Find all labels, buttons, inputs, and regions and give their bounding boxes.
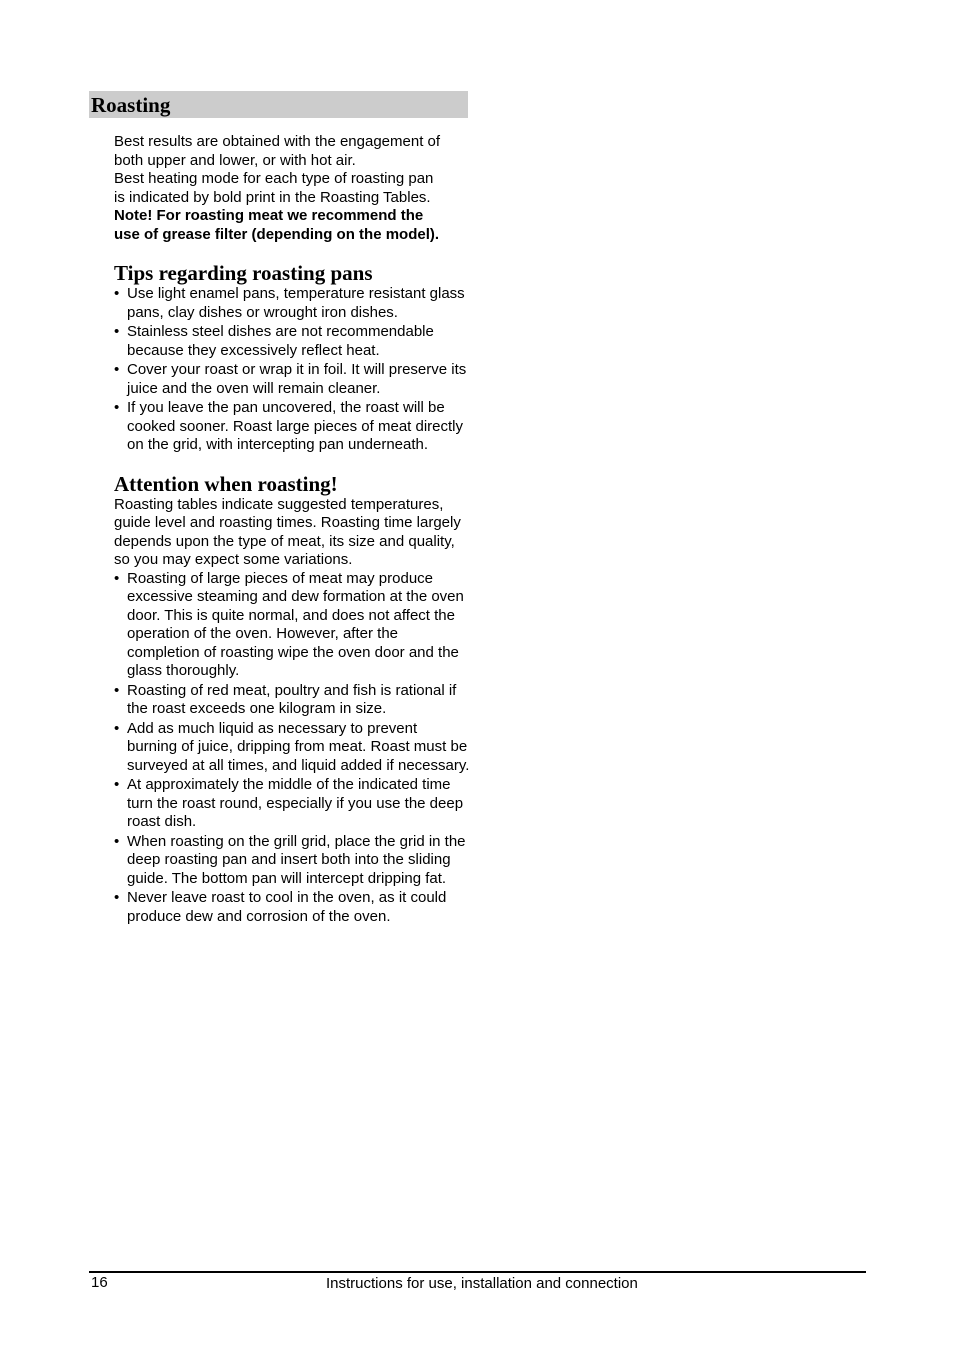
- bullet-icon: •: [114, 323, 120, 340]
- intro-note-line: Note! For roasting meat we recommend the: [114, 207, 424, 224]
- list-item: [114, 570, 470, 681]
- bullet-icon: •: [114, 569, 120, 587]
- list-item-text: If you leave the pan uncovered, the roast will be cooked sooner. Roast large pieces of meat directly on the grid, with intercepting pan underneath.: [127, 399, 464, 453]
- footer-text: Instructions for use, installation and connection: [326, 1275, 638, 1292]
- list-item-text: Use light enamel pans, temperature resistant glass pans, clay dishes or wrought iron dishes.: [127, 285, 465, 321]
- list-item: [114, 361, 470, 398]
- footer-divider: [89, 1271, 866, 1273]
- list-item: [114, 399, 470, 455]
- tips-heading: Tips regarding roasting pans: [114, 261, 373, 285]
- list-item-text: Roasting of large pieces of meat may produce excessive steaming and dew formation at the oven door. This is quite normal, and does not affect the operation of the oven. However, after the completion of roasting wipe the oven door and the glass thoroughly.: [127, 569, 464, 679]
- bullet-icon: •: [114, 399, 120, 416]
- intro-note-line: use of grease filter (depending on the model).: [114, 225, 440, 243]
- attention-heading: Attention when roasting!: [114, 471, 338, 496]
- bullet-icon: •: [114, 776, 120, 793]
- bullet-icon: •: [114, 361, 120, 378]
- content-column: [114, 133, 470, 927]
- section-title: Roasting: [91, 93, 171, 117]
- tips-list: [114, 285, 470, 455]
- list-item-text: Stainless steel dishes are not recommendable because they excessively reflect heat.: [127, 323, 434, 359]
- list-item-text: At approximately the middle of the indicated time turn the roast round, especially if you use the deep roast dish.: [127, 776, 464, 830]
- bullet-icon: •: [114, 681, 120, 699]
- list-item-text: Cover your roast or wrap it in foil. It will preserve its juice and the oven will remain cleaner.: [127, 361, 467, 397]
- intro-line: is indicated by bold print in the Roasting Tables.: [114, 188, 431, 206]
- list-item-text: When roasting on the grill grid, place the grid in the deep roasting pan and insert both into the sliding guide. The bottom pan will intercept dripping fat.: [127, 832, 466, 887]
- list-item: [114, 889, 470, 926]
- list-item-text: Roasting of red meat, poultry and fish is rational if the roast exceeds one kilogram in size.: [127, 681, 457, 717]
- list-item: [114, 285, 470, 322]
- list-item-text: Add as much liquid as necessary to prevent burning of juice, dripping from meat. Roast must be surveyed at all times, and liquid added if necessary.: [127, 719, 470, 774]
- list-item: [114, 776, 470, 832]
- bullet-icon: •: [114, 832, 120, 850]
- intro-line: both upper and lower, or with hot air.: [114, 151, 356, 169]
- bullet-icon: •: [114, 719, 120, 737]
- list-item: [114, 720, 470, 776]
- list-item: [114, 833, 470, 889]
- intro-paragraph: [114, 133, 470, 244]
- bullet-icon: •: [114, 889, 120, 906]
- page-number: 16: [91, 1274, 108, 1291]
- list-item-text: Never leave roast to cool in the oven, as it could produce dew and corrosion of the oven.: [127, 889, 447, 925]
- attention-list: [114, 570, 470, 927]
- intro-line: Best heating mode for each type of roasting pan: [114, 170, 434, 187]
- list-item: [114, 323, 470, 360]
- bullet-icon: •: [114, 285, 120, 302]
- attention-paragraph: Roasting tables indicate suggested temperatures, guide level and roasting times. Roasting time largely depends upon the type of meat, its size and quality, so you may expect some variations.: [114, 495, 461, 568]
- list-item: [114, 682, 470, 719]
- intro-line: Best results are obtained with the engagement of: [114, 133, 441, 150]
